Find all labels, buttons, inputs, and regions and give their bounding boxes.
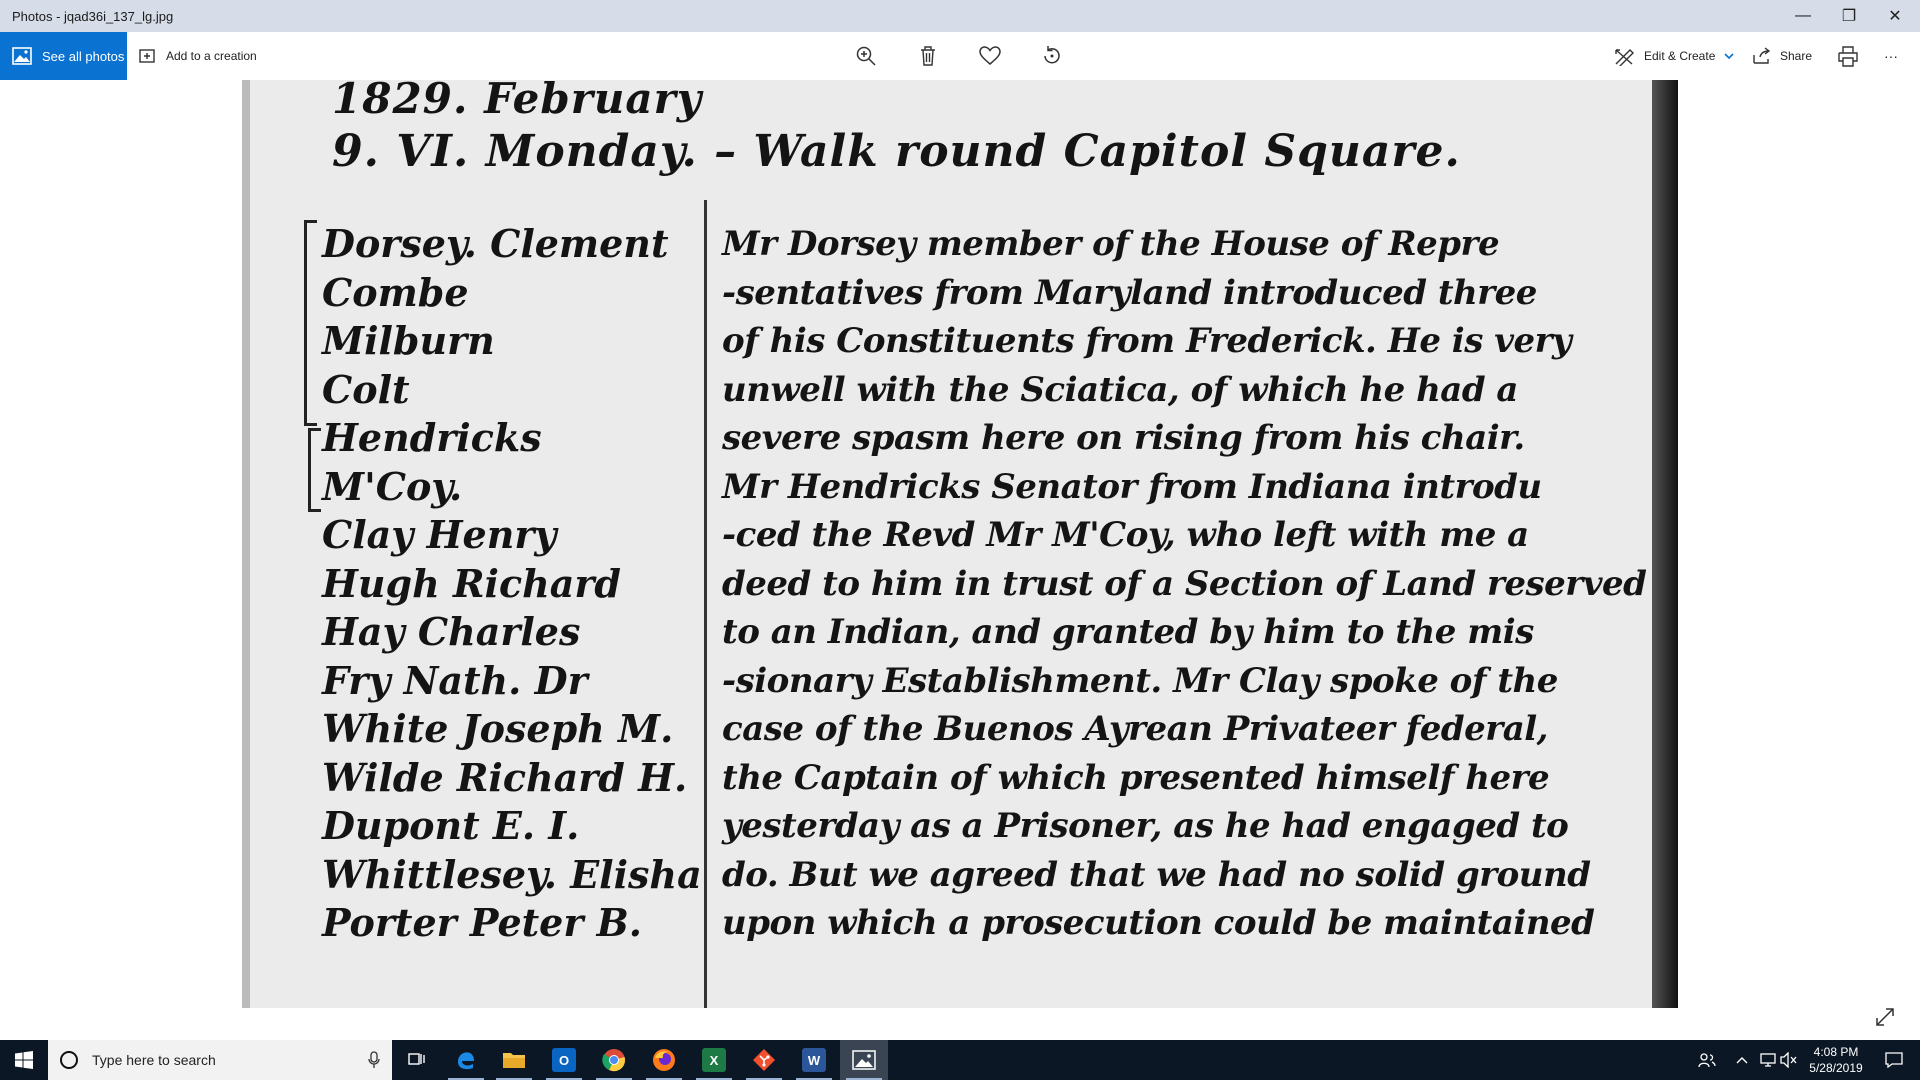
bracket-left bbox=[304, 220, 317, 426]
text-line: deed to him in trust of a Section of Land reserved bbox=[722, 563, 1647, 604]
name-entry: White Joseph M. bbox=[322, 706, 674, 751]
add-to-creation-button[interactable] bbox=[138, 32, 257, 80]
heading-year: 1829. February bbox=[332, 80, 703, 123]
name-entry: Dupont E. I. bbox=[322, 803, 580, 848]
clock-date: 5/28/2019 bbox=[1809, 1061, 1863, 1075]
photos-icon bbox=[12, 47, 32, 65]
name-entry: Whittlesey. Elisha bbox=[322, 851, 702, 897]
delete-button[interactable] bbox=[908, 32, 948, 80]
see-all-photos-button[interactable] bbox=[0, 32, 127, 80]
add-to-creation-label: Add to a creation bbox=[166, 49, 257, 63]
taskbar-outlook[interactable] bbox=[540, 1040, 588, 1080]
name-entry: Hay Charles bbox=[322, 609, 581, 654]
bracket-small bbox=[308, 428, 321, 512]
text-line: do. But we agreed that we had no solid ground bbox=[722, 854, 1591, 895]
task-view-icon bbox=[406, 1052, 426, 1068]
heart-icon bbox=[979, 46, 1001, 66]
microphone-icon[interactable] bbox=[368, 1051, 380, 1069]
edge-icon bbox=[455, 1049, 477, 1071]
people-icon bbox=[1698, 1052, 1716, 1068]
text-line: case of the Buenos Ayrean Privateer federal, bbox=[722, 709, 1548, 749]
taskbar-word[interactable] bbox=[790, 1040, 838, 1080]
windows-icon bbox=[15, 1051, 33, 1069]
taskbar-search[interactable] bbox=[48, 1040, 392, 1080]
taskbar bbox=[0, 1040, 1920, 1080]
heading-day: 9. VI. Monday. – Walk round Capitol Square. bbox=[332, 126, 1461, 177]
text-line: Mr Dorsey member of the House of Repre bbox=[722, 224, 1500, 264]
zoom-button[interactable] bbox=[846, 32, 886, 80]
chevron-up-icon bbox=[1736, 1056, 1748, 1064]
chrome-icon bbox=[602, 1048, 626, 1072]
text-line: -sionary Establishment. Mr Clay spoke of the bbox=[722, 660, 1558, 701]
name-entry: Combe bbox=[322, 269, 469, 315]
name-entry: Wilde Richard H. bbox=[322, 754, 688, 800]
full-screen-button[interactable] bbox=[1870, 1002, 1900, 1032]
names-column bbox=[322, 220, 702, 948]
add-creation-icon bbox=[138, 47, 158, 65]
edit-create-label: Edit & Create bbox=[1644, 49, 1716, 63]
text-line: unwell with the Sciatica, of which he had a bbox=[722, 369, 1518, 410]
printer-icon bbox=[1837, 45, 1859, 67]
name-entry: Fry Nath. Dr bbox=[322, 657, 588, 703]
clock-time: 4:08 PM bbox=[1813, 1045, 1859, 1059]
rotate-button[interactable] bbox=[1032, 32, 1072, 80]
taskbar-chrome[interactable] bbox=[590, 1040, 638, 1080]
text-line: severe spasm here on rising from his chair. bbox=[722, 418, 1525, 458]
title-bar bbox=[0, 0, 1920, 32]
git-icon bbox=[752, 1048, 776, 1072]
taskbar-photos[interactable] bbox=[840, 1040, 888, 1080]
rotate-icon bbox=[1041, 45, 1063, 67]
text-line: Mr Hendricks Senator from Indiana introdu bbox=[722, 466, 1542, 507]
name-entry: Hugh Richard bbox=[322, 560, 621, 606]
chevron-down-icon bbox=[1723, 51, 1735, 61]
task-view-button[interactable] bbox=[392, 1040, 440, 1080]
window-title: Photos - jqad36i_137_lg.jpg bbox=[12, 9, 174, 24]
tray-overflow-button[interactable] bbox=[1730, 1040, 1754, 1080]
folder-icon bbox=[502, 1050, 526, 1070]
text-line: yesterday as a Prisoner, as he had engaged to bbox=[722, 806, 1569, 846]
taskbar-excel[interactable] bbox=[690, 1040, 738, 1080]
text-line: -ced the Revd Mr M'Coy, who left with me a bbox=[722, 515, 1529, 555]
more-options-button[interactable]: ··· bbox=[1884, 48, 1898, 64]
edit-icon bbox=[1614, 46, 1636, 66]
cortana-icon bbox=[60, 1051, 78, 1069]
edit-create-button[interactable] bbox=[1614, 32, 1743, 80]
diary-text bbox=[722, 220, 1647, 948]
photos-app-icon bbox=[852, 1049, 876, 1071]
minimize-button[interactable]: — bbox=[1795, 7, 1811, 24]
see-all-photos-label: See all photos bbox=[42, 48, 125, 64]
manuscript-image bbox=[242, 80, 1678, 1008]
trash-icon bbox=[918, 45, 938, 67]
image-viewer bbox=[0, 80, 1920, 1040]
taskbar-git[interactable] bbox=[740, 1040, 788, 1080]
name-entry: Porter Peter B. bbox=[322, 900, 642, 945]
word-icon: W bbox=[802, 1048, 826, 1072]
text-line: -sentatives from Maryland introduced three bbox=[722, 272, 1537, 313]
people-button[interactable] bbox=[1692, 1040, 1722, 1080]
name-entry: M'Coy. bbox=[322, 463, 463, 509]
search-placeholder: Type here to search bbox=[92, 1052, 216, 1068]
name-entry: Clay Henry bbox=[322, 512, 557, 557]
photos-toolbar bbox=[0, 32, 1920, 80]
restore-button[interactable]: ❐ bbox=[1841, 8, 1857, 25]
name-entry: Colt bbox=[322, 366, 410, 412]
excel-icon: X bbox=[702, 1048, 726, 1072]
zoom-in-icon bbox=[855, 45, 877, 67]
system-clock[interactable] bbox=[1797, 1044, 1875, 1076]
share-label: Share bbox=[1780, 49, 1813, 63]
name-entry: Milburn bbox=[322, 318, 495, 363]
text-line: of his Constituents from Frederick. He is very bbox=[722, 321, 1572, 361]
text-line: the Captain of which presented himself here bbox=[722, 757, 1550, 798]
network-button[interactable] bbox=[1756, 1040, 1780, 1080]
share-button[interactable] bbox=[1752, 32, 1812, 80]
network-icon bbox=[1759, 1052, 1777, 1068]
name-entry: Hendricks bbox=[322, 415, 542, 460]
print-button[interactable] bbox=[1828, 32, 1868, 80]
action-center-button[interactable] bbox=[1874, 1040, 1914, 1080]
column-divider bbox=[704, 200, 707, 1008]
start-button[interactable] bbox=[0, 1040, 48, 1080]
firefox-icon bbox=[652, 1048, 676, 1072]
expand-icon bbox=[1874, 1006, 1896, 1028]
name-entry: Dorsey. Clement bbox=[322, 221, 669, 266]
outlook-icon: O bbox=[552, 1048, 576, 1072]
text-line: upon which a prosecution could be maintained bbox=[722, 903, 1595, 943]
taskbar-edge[interactable] bbox=[442, 1040, 490, 1080]
taskbar-file-explorer[interactable] bbox=[490, 1040, 538, 1080]
close-button[interactable]: ✕ bbox=[1888, 8, 1902, 25]
share-icon bbox=[1752, 47, 1772, 65]
notification-icon bbox=[1885, 1052, 1903, 1068]
volume-muted-icon bbox=[1780, 1052, 1798, 1068]
taskbar-firefox[interactable] bbox=[640, 1040, 688, 1080]
text-line: to an Indian, and granted by him to the mis bbox=[722, 612, 1534, 652]
favorite-button[interactable] bbox=[970, 32, 1010, 80]
